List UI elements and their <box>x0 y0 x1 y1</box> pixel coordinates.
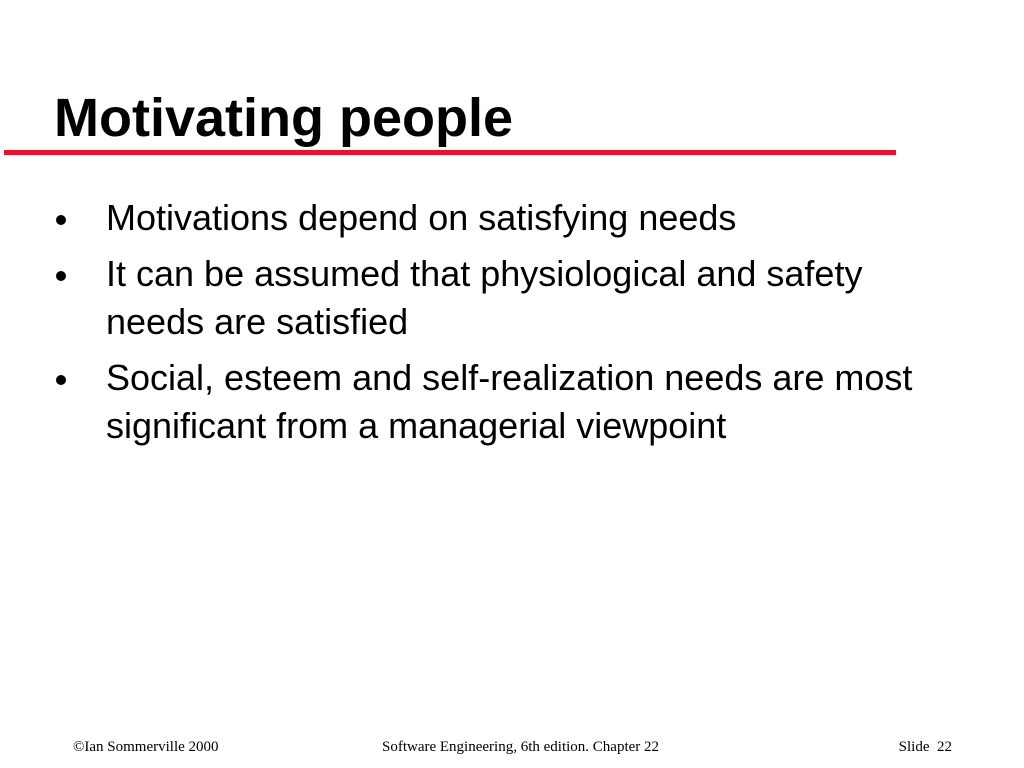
bullet-item <box>0 354 966 450</box>
title-underline <box>4 150 896 155</box>
bullet-dot-icon <box>56 375 66 385</box>
bullet-dot-icon <box>56 215 66 225</box>
bullet-item <box>0 194 966 242</box>
slide-title: Motivating people <box>54 88 513 148</box>
bullet-text: It can be assumed that physiological and safety needs are satisfied <box>106 253 863 342</box>
footer-copyright: ©Ian Sommerville 2000 <box>73 739 219 755</box>
bullet-dot-icon <box>56 271 66 281</box>
bullet-list <box>0 194 1024 458</box>
bullet-text: Motivations depend on satisfying needs <box>106 197 737 238</box>
bullet-item <box>0 250 966 346</box>
footer-slide-number: Slide 22 <box>898 739 952 755</box>
bullet-text: Social, esteem and self-realization needs are most significant from a managerial viewpoint <box>106 357 913 446</box>
footer-book-title: Software Engineering, 6th edition. Chapter 22 <box>382 739 660 755</box>
